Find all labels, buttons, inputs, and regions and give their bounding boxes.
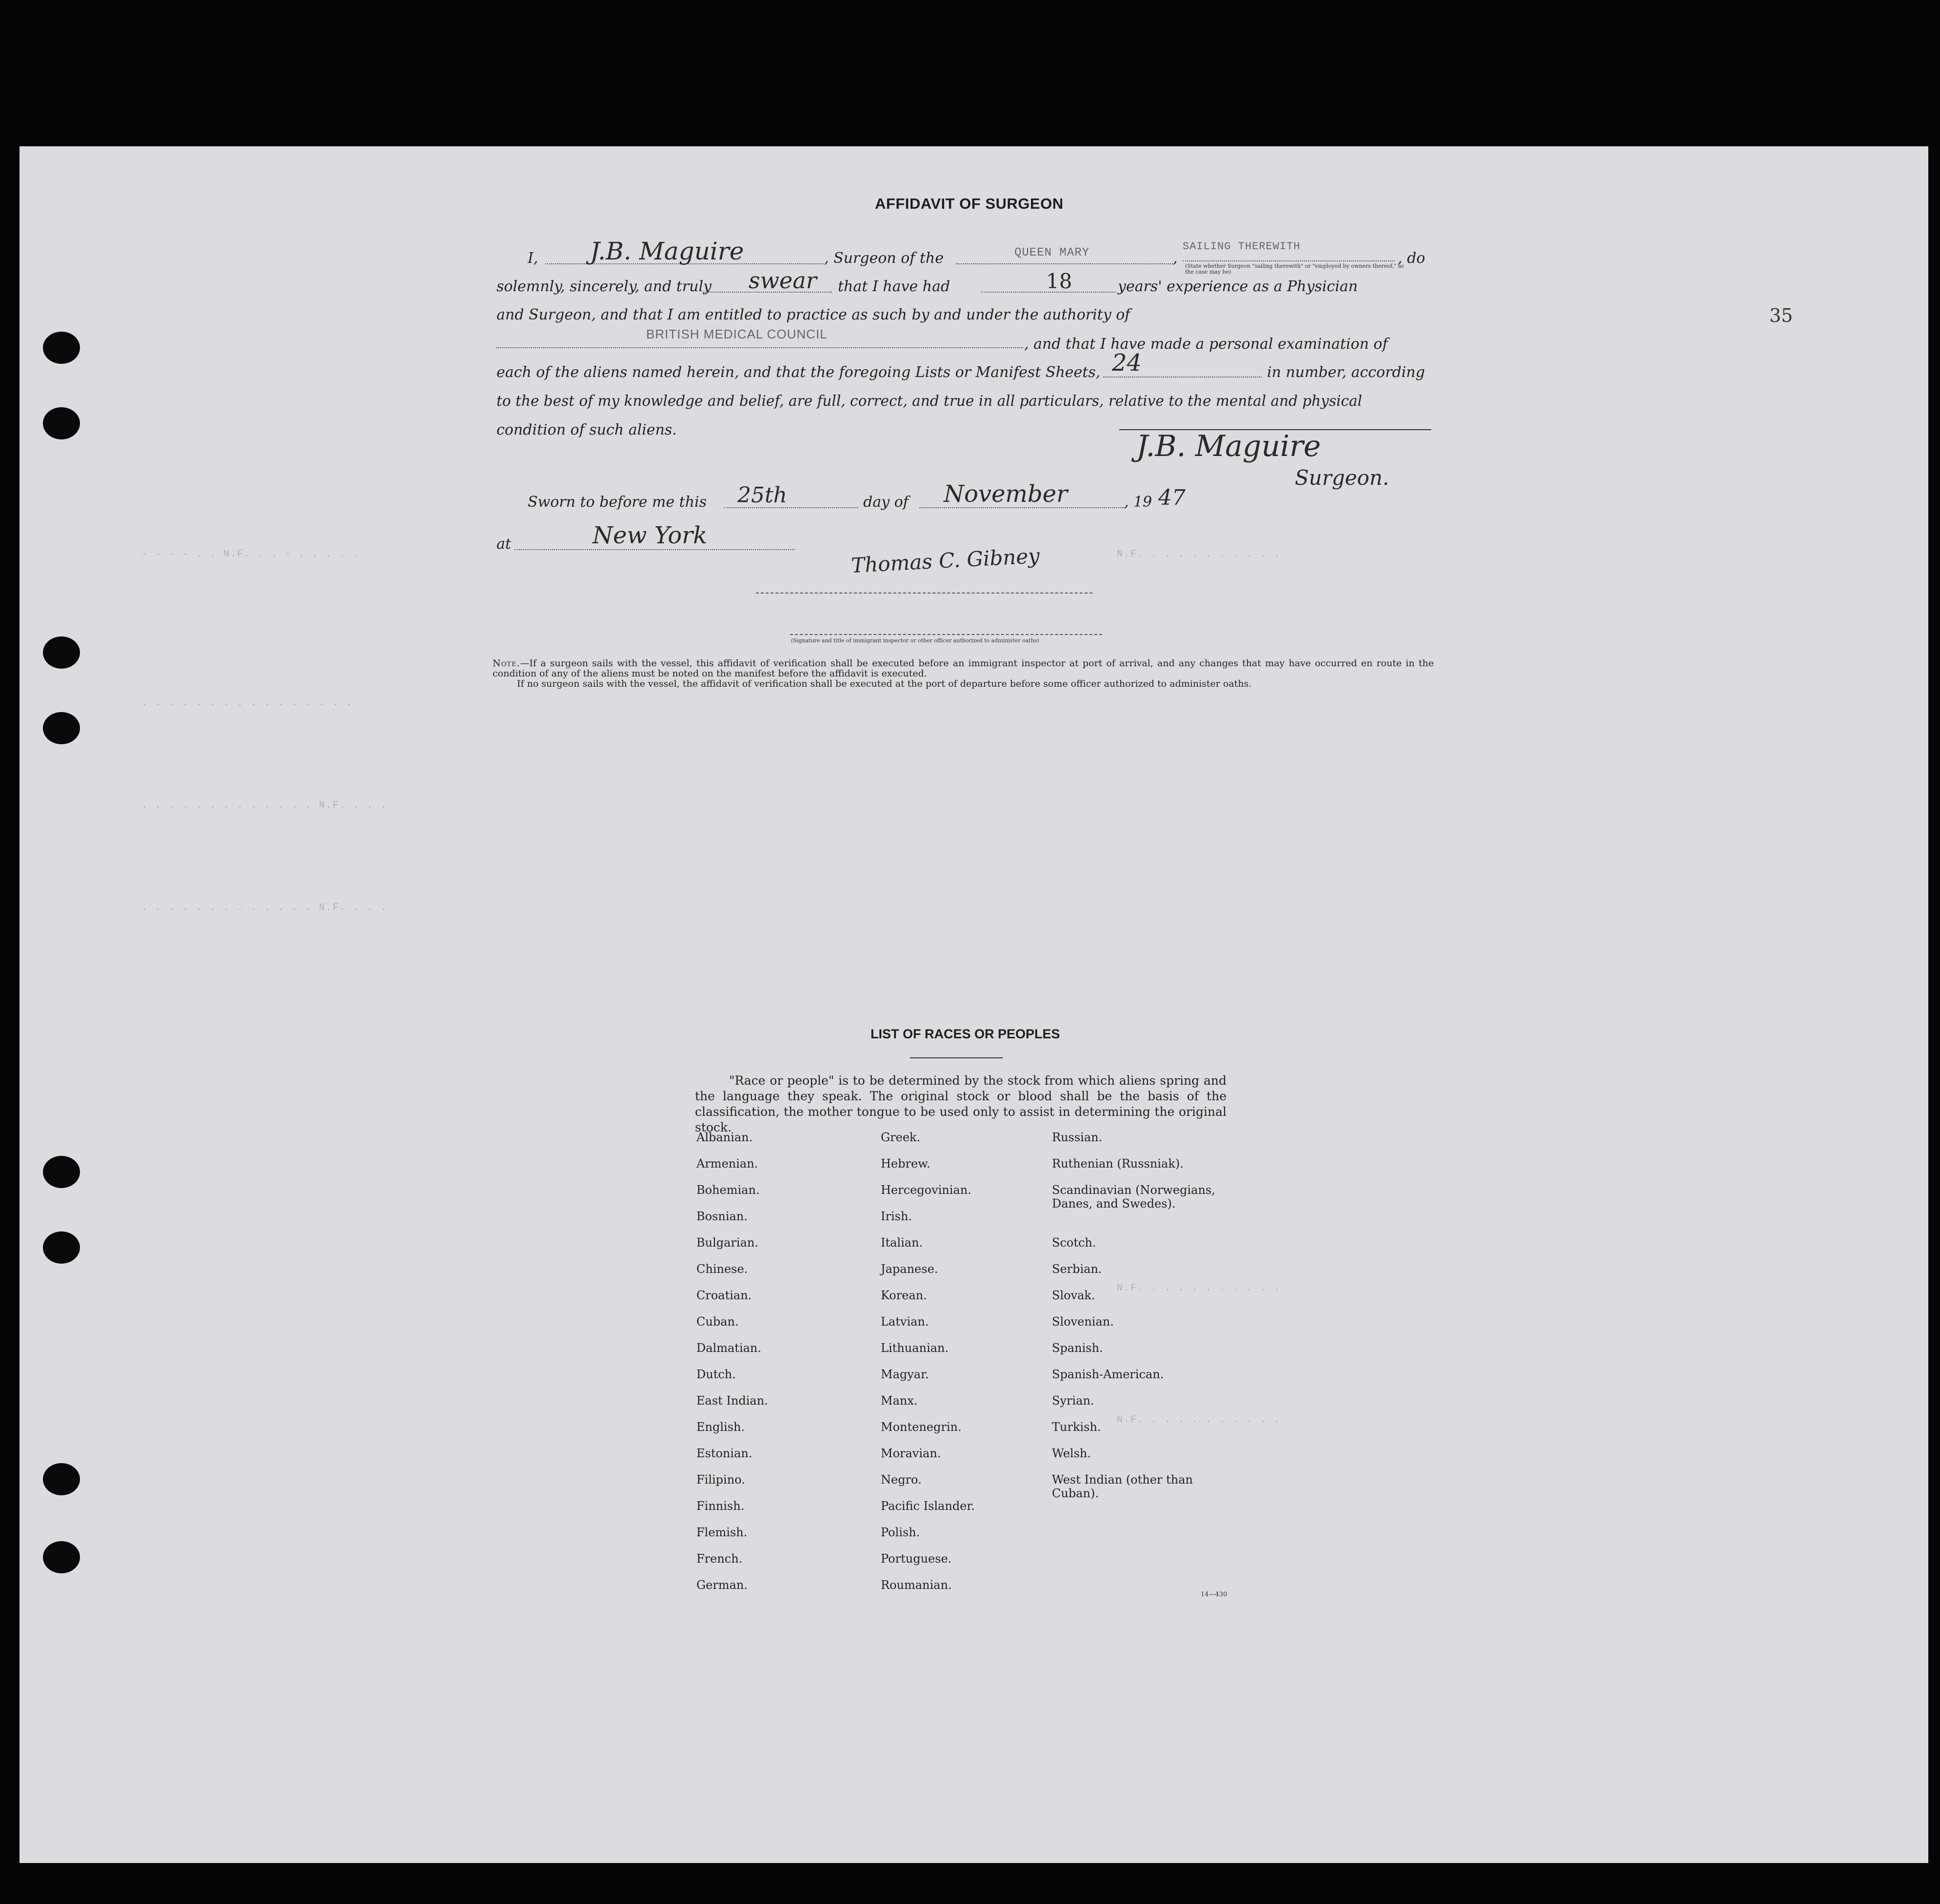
affidavit-text: to the best of my knowledge and belief, are full, correct, and true in all particulars, relative to the mental and physical	[496, 393, 1363, 409]
sailing-status: SAILING THEREWITH	[1183, 240, 1301, 253]
bleedthrough-text: . . . . . . . . . . . . . N.F. . . .	[141, 800, 388, 811]
races-column-3	[1052, 1130, 1227, 1499]
affidavit-text: , Surgeon of the	[824, 250, 944, 267]
note-paragraph	[493, 658, 1434, 689]
bleedthrough-text: N.F. . . . . . . . . . .	[1117, 1283, 1281, 1294]
race-item: Chinese.	[696, 1262, 748, 1276]
sworn-text: , 19	[1124, 494, 1152, 511]
sworn-day: 25th	[737, 483, 788, 508]
race-item: Greek.	[881, 1130, 921, 1144]
race-item: West Indian (other than Cuban).	[1052, 1473, 1193, 1500]
race-item: Slovenian.	[1052, 1315, 1114, 1329]
race-item	[1052, 1210, 1227, 1236]
surgeon-title: Surgeon.	[1295, 466, 1389, 490]
race-item: Lithuanian.	[881, 1341, 949, 1355]
races-title: LIST OF RACES OR PEOPLES	[871, 1027, 1060, 1041]
bleedthrough-text: N.F. . . . . . . . . . .	[1117, 1414, 1281, 1426]
sworn-year: 47	[1158, 485, 1186, 510]
affidavit-text: , and that I have made a personal examination of	[1024, 336, 1388, 353]
punch-hole-3	[43, 636, 80, 669]
race-item: Welsh.	[1052, 1447, 1091, 1460]
affidavit-text: solemnly, sincerely, and truly	[496, 278, 712, 295]
affidavit-i: I,	[528, 250, 538, 267]
races-intro: "Race or people" is to be determined by the stock from which aliens spring and the language they speak. The original stock or blood shall be the basis of the classification, the mother tongue to be used only to assist in determining the original stock.	[695, 1073, 1227, 1134]
punch-hole-1	[43, 332, 80, 364]
race-item: Montenegrin.	[881, 1420, 962, 1434]
sheet-count: 24	[1112, 349, 1142, 377]
authority-name: BRITISH MEDICAL COUNCIL	[646, 327, 828, 341]
punch-hole-6	[43, 1231, 80, 1264]
page-number: 35	[1769, 305, 1793, 326]
race-item: Ruthenian (Russniak).	[1052, 1157, 1184, 1170]
surgeon-name: J.B. Maguire	[590, 237, 744, 265]
race-item: Dutch.	[696, 1368, 736, 1381]
race-item: Roumanian.	[881, 1578, 952, 1592]
race-item: Syrian.	[1052, 1394, 1094, 1408]
affidavit-text: , do	[1398, 250, 1425, 267]
surgeon-signature: J.B. Maguire	[1136, 429, 1321, 463]
affidavit-text: years' experience as a Physician	[1118, 278, 1358, 295]
fill-line	[1183, 260, 1395, 261]
affidavit-text: in number, according	[1267, 364, 1425, 381]
title-rule	[910, 1057, 1003, 1058]
note-text-1: —If a surgeon sails with the vessel, this affidavit of verification shall be executed before an immigrant inspector at port of arrival, and any changes that may have occurred en route in the condition of any of the aliens must be noted on the manifest before the affidavit is executed.	[493, 658, 1434, 679]
race-item: Scotch.	[1052, 1236, 1096, 1250]
bleedthrough-text: . . . . . . . . . . . . . N.F. . . .	[141, 902, 388, 913]
fill-line	[515, 549, 795, 550]
race-item: Hebrew.	[881, 1157, 930, 1170]
race-item: German.	[696, 1578, 748, 1592]
note-text-2: If no surgeon sails with the vessel, the affidavit of verification shall be executed at the port of departure before some officer authorized to administer oaths.	[517, 678, 1252, 689]
race-item: Bohemian.	[696, 1183, 760, 1197]
sworn-month: November	[944, 480, 1068, 508]
bleedthrough-text: - - - - . . N.F. . . - . . . . .	[141, 549, 360, 560]
sworn-text: at	[496, 536, 511, 553]
race-item: Cuban.	[696, 1315, 739, 1329]
sailing-status-hint: (State whether Surgeon "sailing therewith" or "employed by owners thereof," as the case may be)	[1185, 263, 1404, 275]
punch-hole-2	[43, 407, 80, 439]
punch-hole-8	[43, 1541, 80, 1573]
oath-word: swear	[749, 267, 817, 294]
race-item: Negro.	[881, 1473, 922, 1487]
race-item: Korean.	[881, 1289, 927, 1302]
race-item: Italian.	[881, 1236, 923, 1250]
race-item: Bosnian.	[696, 1210, 748, 1223]
officer-caption-line	[790, 634, 1102, 635]
sworn-place: New York	[593, 522, 708, 549]
race-item: Spanish.	[1052, 1341, 1103, 1355]
race-item: Albanian.	[696, 1130, 753, 1144]
race-item: Irish.	[881, 1210, 912, 1223]
sworn-label: Sworn to before me this	[528, 494, 707, 511]
note-label: Note.	[493, 658, 520, 669]
race-item: Bulgarian.	[696, 1236, 758, 1250]
race-item: Filipino.	[696, 1473, 745, 1487]
race-item: Magyar.	[881, 1368, 929, 1381]
punch-hole-7	[43, 1463, 80, 1495]
race-item: East Indian.	[696, 1394, 768, 1408]
race-item: Moravian.	[881, 1447, 941, 1460]
races-column-1	[696, 1130, 768, 1605]
punch-hole-5	[43, 1156, 80, 1188]
race-item: Turkish.	[1052, 1420, 1101, 1434]
affidavit-text: ,	[1173, 250, 1178, 267]
page-title: AFFIDAVIT OF SURGEON	[875, 195, 1064, 212]
race-item: Dalmatian.	[696, 1341, 762, 1355]
fill-line	[956, 263, 1173, 264]
fill-line	[496, 347, 1023, 348]
races-column-2	[881, 1130, 975, 1605]
bleedthrough-text: N.F. . . . . . . . . . .	[1117, 549, 1281, 560]
race-item: Scandinavian (Norwegians, Danes, and Swedes).	[1052, 1183, 1215, 1210]
race-item: French.	[696, 1552, 743, 1566]
form-code: 14—430	[1201, 1591, 1227, 1598]
race-item: Polish.	[881, 1526, 920, 1539]
race-item: Estonian.	[696, 1447, 752, 1460]
sworn-text: day of	[863, 494, 909, 511]
affidavit-text: each of the aliens named herein, and that the foregoing Lists or Manifest Sheets,	[496, 364, 1101, 381]
race-item: Armenian.	[696, 1157, 758, 1170]
officer-line	[756, 593, 1092, 594]
affidavit-text: that I have had	[838, 278, 950, 295]
race-item: Serbian.	[1052, 1262, 1102, 1276]
race-item: English.	[696, 1420, 745, 1434]
race-item: Finnish.	[696, 1499, 745, 1513]
vessel-name: QUEEN MARY	[1014, 246, 1090, 259]
officer-signature: Thomas C. Gibney	[850, 543, 1040, 578]
race-item: Spanish-American.	[1052, 1368, 1164, 1381]
race-item: Latvian.	[881, 1315, 929, 1329]
affidavit-text: and Surgeon, and that I am entitled to practice as such by and under the authority of	[496, 306, 1130, 323]
race-item: Russian.	[1052, 1130, 1103, 1144]
race-item: Japanese.	[881, 1262, 938, 1276]
bleedthrough-text: . . . . . . . . . . . . . . . .	[141, 697, 354, 709]
race-item: Manx.	[881, 1394, 918, 1408]
race-item: Slovak.	[1052, 1289, 1095, 1302]
race-item: Pacific Islander.	[881, 1499, 975, 1513]
race-item: Portuguese.	[881, 1552, 952, 1566]
years-experience: 18	[1046, 269, 1072, 293]
race-item: Hercegovinian.	[881, 1183, 971, 1197]
race-item: Croatian.	[696, 1289, 752, 1302]
officer-caption: (Signature and title of immigrant inspector or other officer authorized to administer oaths)	[791, 637, 1039, 644]
affidavit-text: condition of such aliens.	[496, 421, 677, 438]
punch-hole-4	[43, 712, 80, 744]
race-item: Flemish.	[696, 1526, 748, 1539]
